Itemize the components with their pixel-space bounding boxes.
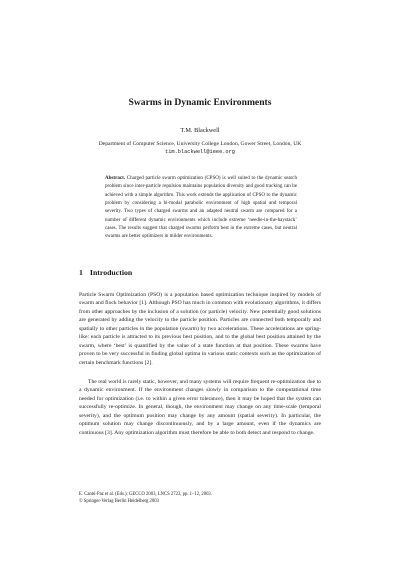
author-affiliation — [60, 141, 340, 156]
section-number: 1 — [79, 268, 83, 277]
abstract — [105, 175, 297, 242]
body-paragraph-1: Particle Swarm Optimization (PSO) is a population based optimization technique inspired by models of swarm and flock behavior [1]. Although PSO has much in common with evolutionary algorithms, it differs from other approaches by the inclusion of a solution (or particle) velocity. New potentially good solutions are generated by adding the velocity to the particle position. Particles are connected both temporally and spatially to other particles in the population (swarm) by two accelerations. These accelerations are spring-like: each particle is attracted to its previous best position, and to the global best position attained by the swarm, where ‘best’ is quantified by the value of a state function at that position. These swarms have proven to be very successful in finding global optima in various static contexts such as the optimization of certain benchmark functions [2]. — [79, 292, 321, 366]
abstract-text: Charged particle swarm optimization (CPSO) is well suited to the dynamic search problem since inter-particle repulsion maintains population diversity and good tracking can be achieved with a simple algorithm. This work extends the application of CPSO to the dynamic problem by considering a bi-modal parabolic environment of high spatial and temporal severity. Two types of charged swarms and an adapted neutral swarm are compared for a number of different dynamic environments which include extreme ‘needle-in-the-haystack’ cases. The results suggest that charged swarms perform best in the extreme cases, but neutral swarms are better optimizers in milder environments. — [105, 176, 297, 240]
copyright-footer — [79, 492, 321, 506]
section-heading — [79, 268, 132, 277]
author-name: T.M. Blackwell — [180, 127, 220, 134]
paper-title: Swarms in Dynamic Environments — [128, 97, 272, 108]
author-email: tim.blackwell@ieee.org — [165, 148, 235, 155]
footer-copyright: © Springer-Verlag Berlin Heidelberg 2003 — [79, 498, 159, 504]
footer-citation: E. Cantú-Paz et al. (Eds.): GECCO 2003, LNCS 2723, pp. 1–12, 2003. — [79, 492, 212, 497]
body-paragraph-2: The real world is rarely static, however, and many systems will require frequent re-optimization due to a dynamic environment. If the environment changes slowly in comparison to the computational time needed for optimization (i.e. to within a given error tolerance), then it may be hoped that the system can successfully re-optimize. In general, though, the environment may change on any time-scale (temporal severity), and the optimum position may change by any amount (spatial severity). In particular, the optimum solution may change discontinuously, and by a large amount, even if the dynamics are continuous [3]. Any optimization algorithm must therefore be able to both detect and respond to change. — [79, 379, 321, 436]
affiliation-text: Department of Computer Science, University College London, Gower Street, London, UK — [98, 141, 302, 147]
section-title: Introduction — [89, 268, 133, 277]
abstract-label: Abstract. — [105, 176, 126, 181]
